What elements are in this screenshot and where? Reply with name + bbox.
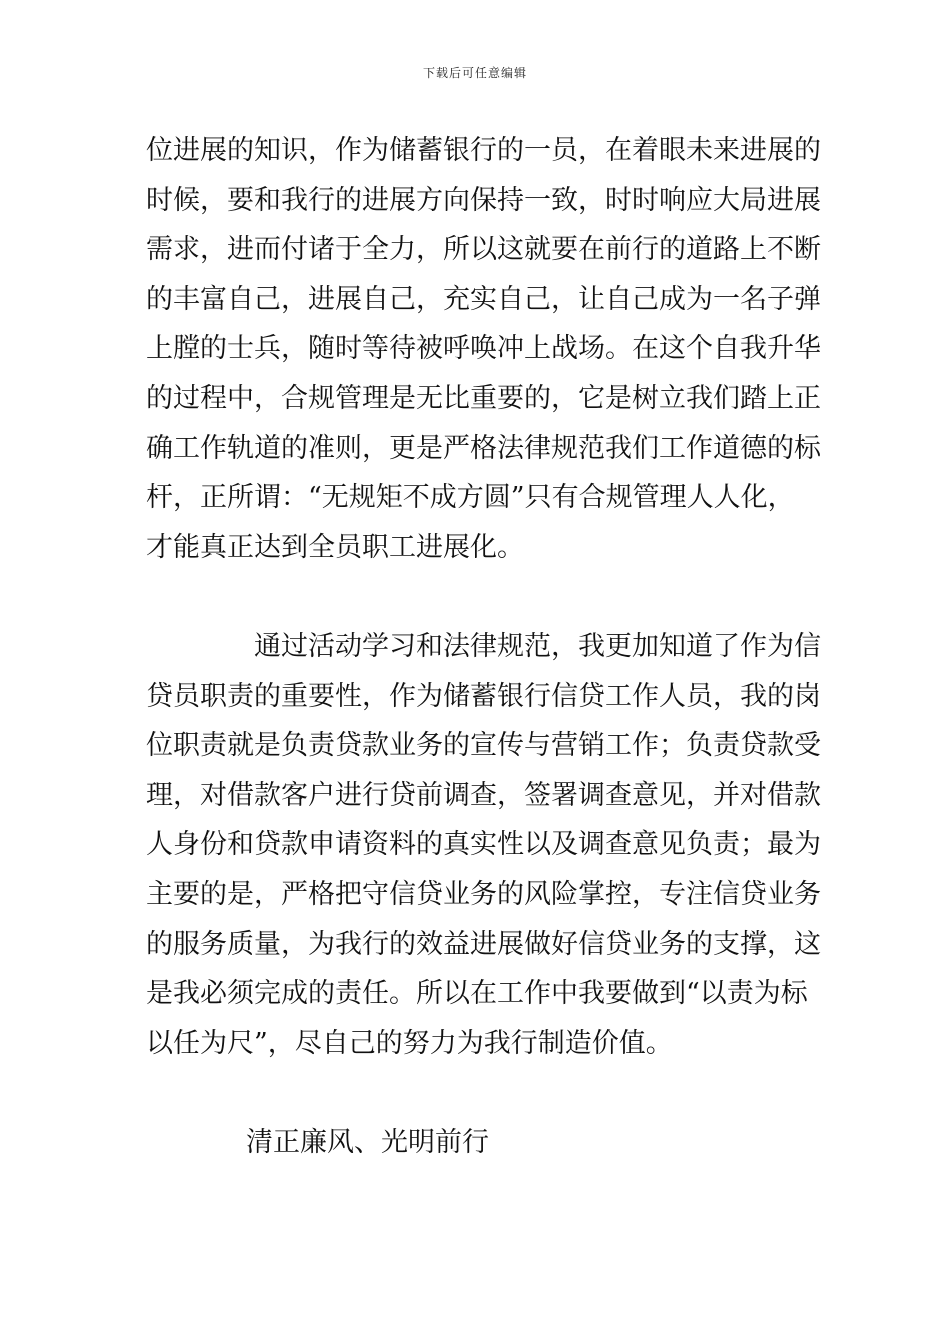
paragraph-line: 主要的是，严格把守信贷业务的风险掌控，专注信贷业务 xyxy=(146,878,821,910)
paragraph-line: 位职责就是负责贷款业务的宣传与营销工作；负责贷款受 xyxy=(146,730,821,762)
paragraph-line: 人身份和贷款申请资料的真实性以及调查意见负责；最为 xyxy=(146,829,821,861)
paragraph-line: 贷员职责的重要性，作为储蓄银行信贷工作人员，我的岗 xyxy=(146,680,821,712)
paragraph-line: 才能真正达到全员职工进展化。 xyxy=(146,531,524,563)
paragraph-line: 确工作轨道的准则，更是严格法律规范我们工作道德的标 xyxy=(146,432,821,464)
paragraph-line: 杆，正所谓：“无规矩不成方圆”只有合规管理人人化， xyxy=(146,482,795,514)
paragraph-line: 需求，进而付诸于全力，所以这就要在前行的道路上不断 xyxy=(146,234,821,266)
page-header: 下载后可任意编辑 xyxy=(422,66,527,80)
paragraph-line: 的丰富自己，进展自己，充实自己，让自己成为一名子弹 xyxy=(146,283,821,315)
paragraph-line: 时候，要和我行的进展方向保持一致，时时响应大局进展 xyxy=(146,184,821,216)
section-heading xyxy=(146,1118,810,1168)
body-paragraph-2 xyxy=(146,622,821,1068)
paragraph-line: 理，对借款客户进行贷前调查，签署调查意见，并对借款 xyxy=(146,779,821,811)
paragraph-line: 以任为尺”，尽自己的努力为我行制造价值。 xyxy=(146,1027,673,1059)
paragraph-line: 是我必须完成的责任。所以在工作中我要做到“以责为标 xyxy=(146,978,808,1010)
body-paragraph-1 xyxy=(146,126,821,572)
paragraph-line: 位进展的知识，作为储蓄银行的一员，在着眼未来进展的 xyxy=(146,135,821,166)
section-title: 清正廉风、光明前行 xyxy=(246,1127,489,1158)
paragraph-line: 的过程中，合规管理是无比重要的，它是树立我们踏上正 xyxy=(146,382,821,414)
paragraph-line: 上膛的士兵，随时等待被呼唤冲上战场。在这个自我升华 xyxy=(146,333,821,365)
paragraph-line: 通过活动学习和法律规范，我更加知道了作为信 xyxy=(254,631,821,662)
paragraph-line: 的服务质量，为我行的效益进展做好信贷业务的支撑，这 xyxy=(146,928,821,960)
